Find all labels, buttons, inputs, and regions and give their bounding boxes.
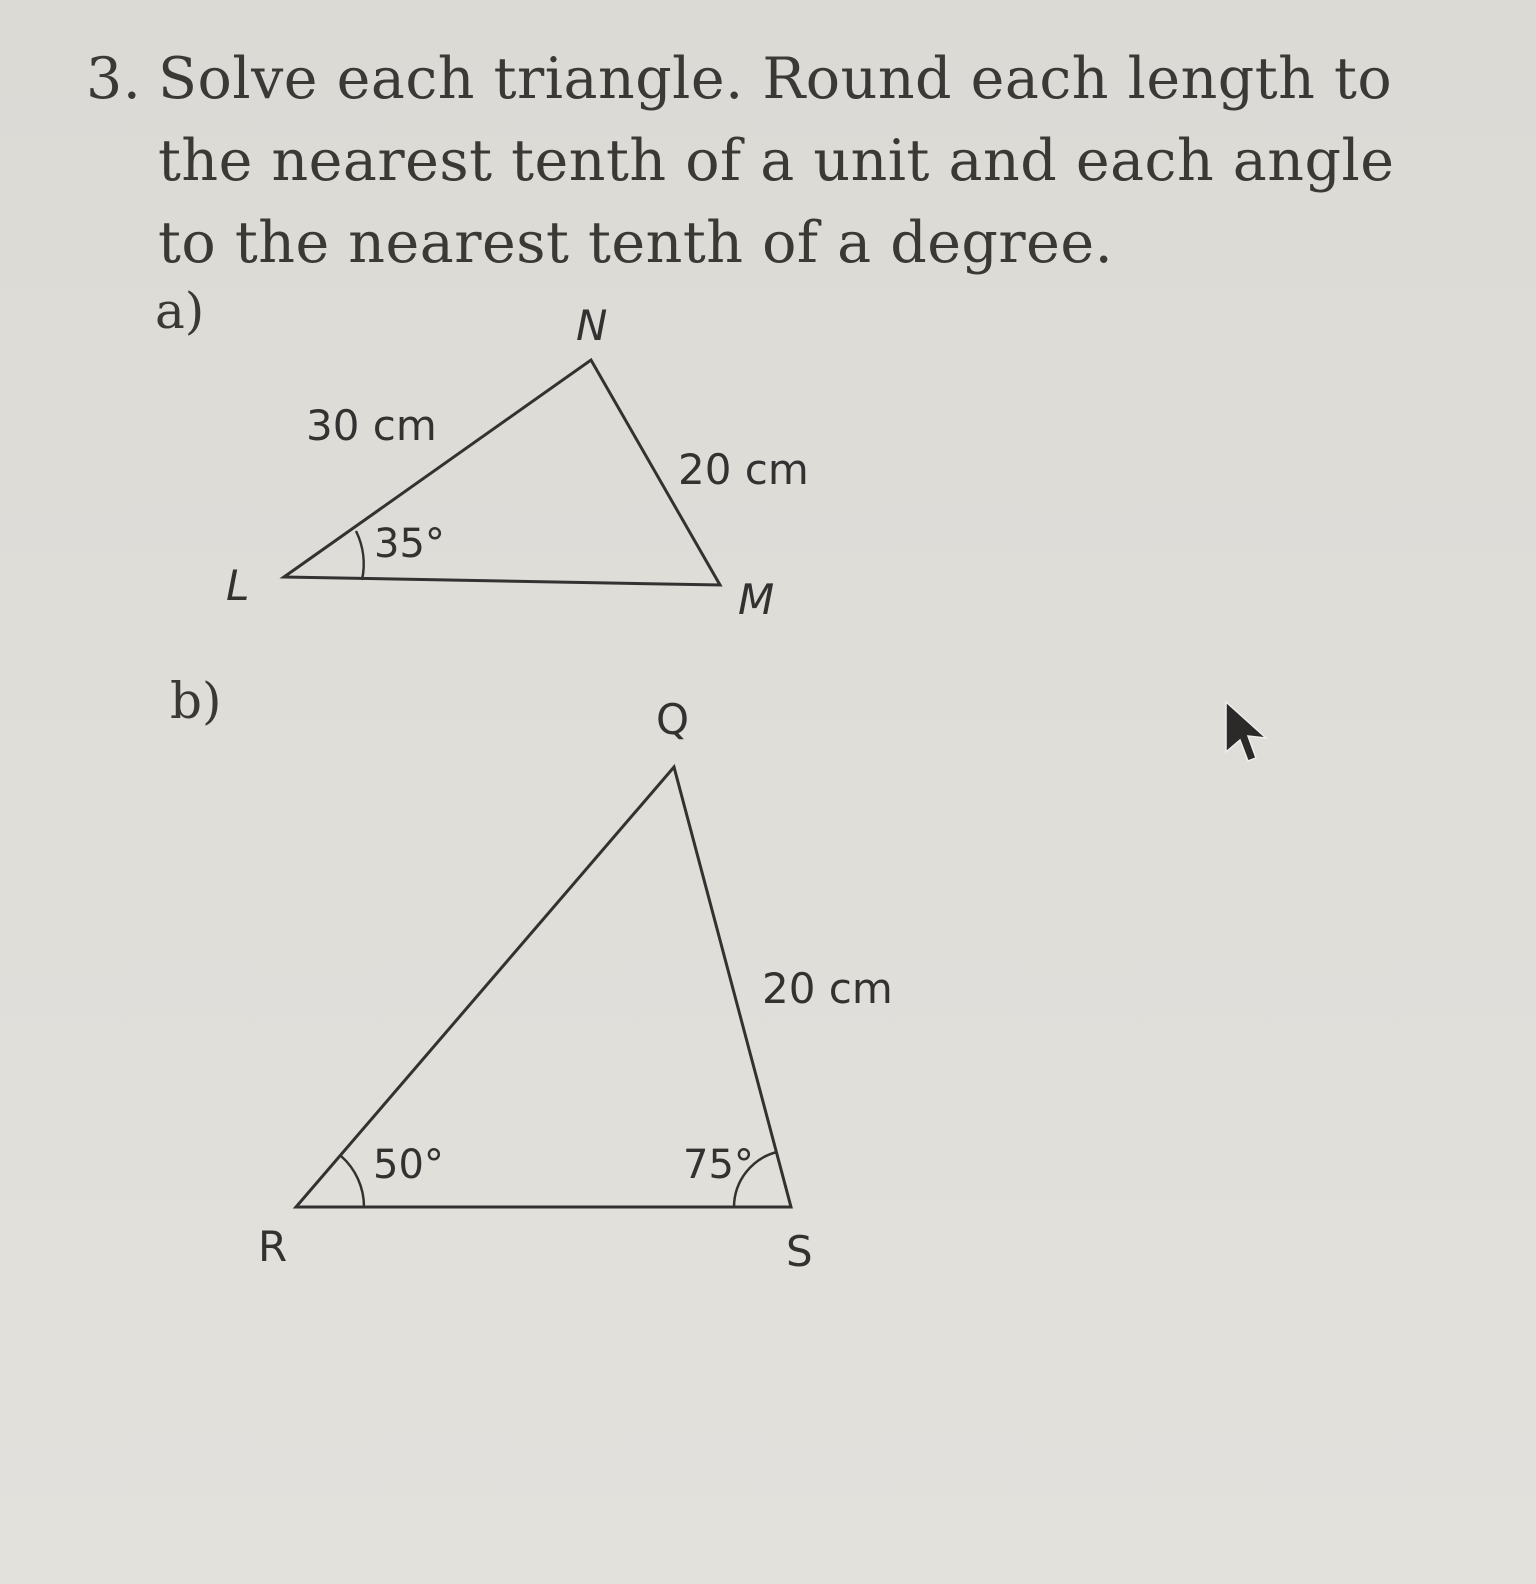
vertex-r-label: R xyxy=(258,1222,288,1271)
angle-r-label: 50° xyxy=(373,1142,444,1188)
mouse-pointer-icon xyxy=(1222,700,1272,764)
vertex-q-label: Q xyxy=(656,695,690,744)
part-a-label: a) xyxy=(155,282,205,340)
side-qs-label: 20 cm xyxy=(762,964,893,1013)
vertex-n-label: N xyxy=(576,301,608,350)
side-ln-label: 30 cm xyxy=(306,401,437,450)
question-number: 3. xyxy=(86,46,142,112)
vertex-l-label: L xyxy=(226,561,250,610)
vertex-m-label: M xyxy=(738,575,775,624)
question-text: Solve each triangle. Round each length to the nearest tenth of a unit and each angle to the nearest tenth of a degree. xyxy=(158,46,1395,276)
angle-l-arc xyxy=(356,531,364,580)
angle-r-arc xyxy=(341,1156,364,1207)
angle-l-label: 35° xyxy=(374,521,445,567)
part-b-label: b) xyxy=(170,672,222,730)
angle-s-label: 75° xyxy=(683,1142,754,1188)
triangle-lmn-outline xyxy=(284,360,720,585)
vertex-s-label: S xyxy=(786,1227,813,1276)
side-nm-label: 20 cm xyxy=(678,445,809,494)
triangle-qrs-outline xyxy=(296,767,791,1207)
triangle-lmn xyxy=(226,301,809,624)
triangle-qrs xyxy=(258,695,893,1276)
